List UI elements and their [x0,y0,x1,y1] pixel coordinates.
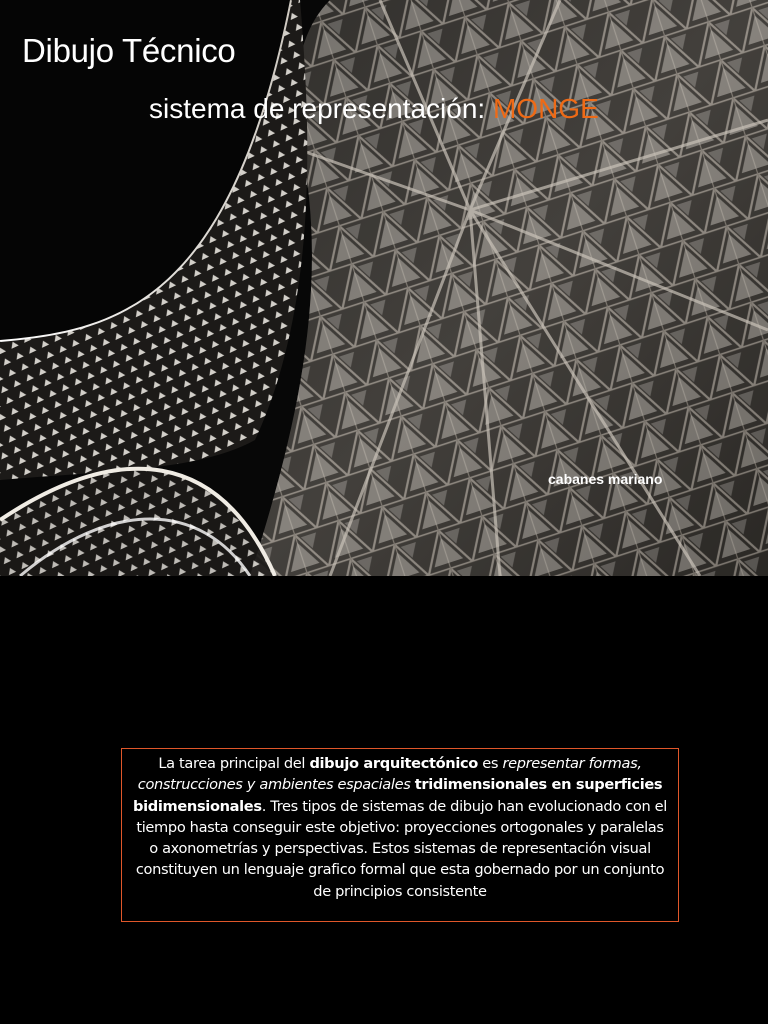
text-segment: es [477,755,503,772]
slide-title: Dibujo Técnico [22,32,236,69]
slide-subtitle [149,93,599,125]
emphasis-text: tridimensionales en superficies bidimensionales [133,776,663,815]
text-segment: La tarea principal del [158,755,310,772]
italic-text: representar formas, construcciones y ambientes espaciales [137,755,642,794]
subtitle-text: sistema de representación: [149,93,486,124]
description-box [121,748,679,922]
subtitle-accent: MONGE [492,93,599,124]
emphasis-text: dibujo arquitectónico [309,755,478,772]
text-segment: . Tres tipos de sistemas de dibujo han evolucionado con el tiempo hasta conseguir este objetivo: proyecciones ortogonales y paralelas o axonometrías y perspectivas. Estos sistemas de representación visual constituyen un lenguaje grafico formal que esta gobernado por un conjunto de principios consistente [135,797,667,900]
author-name: cabanes mariano [548,471,663,487]
